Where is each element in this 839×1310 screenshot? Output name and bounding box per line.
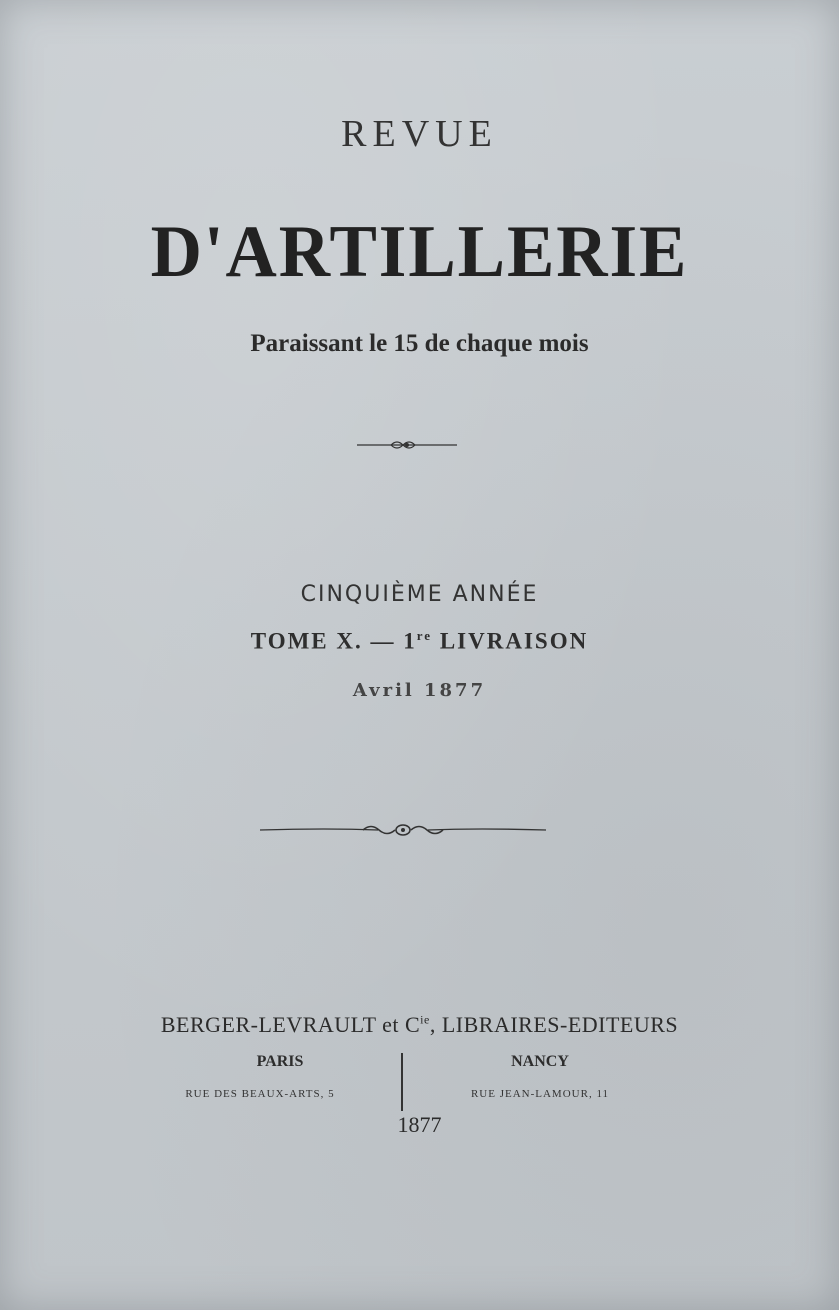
- cover-subtitle: Paraissant le 15 de chaque mois: [250, 330, 589, 357]
- publication-year: 1877: [397, 1112, 442, 1137]
- publisher-sup: ie: [420, 1012, 430, 1027]
- publisher-line: [0, 1012, 839, 1038]
- publisher-suffix: , LIBRAIRES-EDITEURS: [429, 1012, 679, 1037]
- right-city: NANCY: [511, 1053, 569, 1070]
- issue-date: Avril 1877: [352, 680, 487, 701]
- tome-prefix: TOME X. — 1: [250, 628, 417, 654]
- tome-label: [0, 628, 839, 655]
- publisher-prefix: BERGER-LEVRAULT et C: [160, 1012, 421, 1037]
- tome-sup: re: [416, 628, 433, 643]
- right-address: RUE JEAN-LAMOUR, 11: [470, 1088, 610, 1100]
- tome-suffix: LIVRAISON: [432, 628, 589, 654]
- year-series-label: CINQUIÈME ANNÉE: [300, 582, 539, 607]
- column-divider: [401, 1053, 403, 1111]
- small-ornament-divider: [355, 438, 459, 452]
- long-ornament-divider: [258, 820, 548, 840]
- left-address: RUE DES BEAUX-ARTS, 5: [185, 1088, 335, 1100]
- cover-line-revue: REVUE: [341, 113, 498, 155]
- left-city: PARIS: [256, 1053, 304, 1070]
- cover-title: D'ARTILLERIE: [150, 211, 689, 293]
